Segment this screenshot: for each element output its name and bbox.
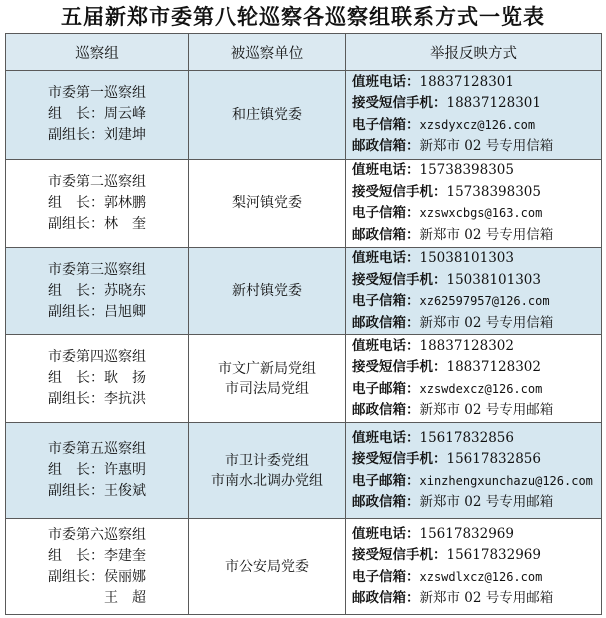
postal-box-line <box>352 225 601 247</box>
postal-box-line <box>352 313 601 335</box>
group-member: 组 长：周云峰 <box>48 106 146 123</box>
inspected-unit: 梨河镇党委 <box>232 195 302 212</box>
sms-phone-line <box>352 357 601 379</box>
group-member: 组 长：耿 扬 <box>48 370 146 387</box>
table-row <box>6 335 602 423</box>
group-name: 市委第六巡察组 <box>48 526 146 543</box>
duty-phone-line <box>352 336 601 358</box>
duty-phone-label: 值班电话： <box>352 73 420 90</box>
sms-phone-value: 15038101303 <box>446 271 541 288</box>
sms-phone-value: 18837128302 <box>446 359 541 376</box>
group-member: 副组长：李抗洪 <box>48 391 146 408</box>
contact-cell <box>346 423 602 519</box>
group-name: 市委第四巡察组 <box>48 349 146 366</box>
group-cell <box>6 71 189 160</box>
sms-phone-value: 15738398305 <box>446 183 541 200</box>
email-label: 电子邮箱： <box>352 380 420 397</box>
duty-phone-label: 值班电话： <box>352 162 420 179</box>
unit-cell <box>189 335 346 423</box>
table-row <box>6 71 602 160</box>
duty-phone-value: 18837128302 <box>419 337 514 354</box>
inspected-unit: 市司法局党组 <box>225 380 309 397</box>
duty-phone-value: 15738398305 <box>419 162 514 179</box>
unit-cell <box>189 423 346 519</box>
contact-cell <box>346 71 602 160</box>
sms-phone-value: 15617832969 <box>446 547 541 564</box>
group-member: 组 长：苏晓东 <box>48 282 146 299</box>
duty-phone-label: 值班电话： <box>352 429 420 446</box>
duty-phone-line <box>352 428 601 450</box>
group-name: 市委第五巡察组 <box>48 441 146 458</box>
group-member: 副组长：林 奎 <box>48 215 146 232</box>
email-value[interactable]: xzswxcbgs@163.com <box>419 206 543 221</box>
postal-box-label: 邮政信箱： <box>352 402 420 419</box>
email-line <box>352 203 601 225</box>
header-group: 巡察组 <box>6 34 189 71</box>
contact-table <box>5 33 602 615</box>
postal-box-label: 邮政信箱： <box>352 226 420 243</box>
sms-phone-label: 接受短信手机： <box>352 271 447 288</box>
contact-cell <box>346 159 602 247</box>
inspected-unit: 市文广新局党组 <box>218 360 316 377</box>
email-line <box>352 567 601 589</box>
table-row <box>6 247 602 335</box>
postal-box-line <box>352 136 601 158</box>
postal-box-label: 邮政信箱： <box>352 494 420 511</box>
group-member: 副组长：刘建坤 <box>48 127 146 144</box>
unit-cell <box>189 247 346 335</box>
group-cell <box>6 247 189 335</box>
contact-cell <box>346 247 602 335</box>
postal-box-label: 邮政信箱： <box>352 138 420 155</box>
header-row <box>6 34 602 71</box>
duty-phone-value: 15617832856 <box>419 429 514 446</box>
sms-phone-value: 18837128301 <box>446 95 541 112</box>
email-line <box>352 115 601 137</box>
sms-phone-label: 接受短信手机： <box>352 547 447 564</box>
postal-box-label: 邮政信箱： <box>352 314 420 331</box>
email-value[interactable]: xzsdyxcz@126.com <box>419 117 536 132</box>
inspected-unit: 市南水北调办党组 <box>211 472 323 489</box>
group-member: 副组长：王俊斌 <box>48 483 146 500</box>
sms-phone-value: 15617832856 <box>446 451 541 468</box>
group-member: 组 长：许惠明 <box>48 462 146 479</box>
group-member: 王 超 <box>48 589 146 606</box>
group-name: 市委第二巡察组 <box>48 173 146 190</box>
email-value[interactable]: xinzhengxunchazu@126.com <box>419 473 593 488</box>
sms-phone-label: 接受短信手机： <box>352 451 447 468</box>
table-body <box>6 71 602 615</box>
duty-phone-line <box>352 72 601 94</box>
postal-box-label: 邮政信箱： <box>352 590 420 607</box>
group-cell <box>6 159 189 247</box>
group-member: 组 长：李建奎 <box>48 547 146 564</box>
email-label: 电子信箱： <box>352 205 420 222</box>
duty-phone-label: 值班电话： <box>352 525 420 542</box>
email-label: 电子信箱： <box>352 568 420 585</box>
sms-phone-label: 接受短信手机： <box>352 183 447 200</box>
group-member: 副组长：侯丽娜 <box>48 568 146 585</box>
duty-phone-value: 15617832969 <box>419 525 514 542</box>
postal-box-value: 新郑市 02 号专用信箱 <box>419 226 554 243</box>
postal-box-value: 新郑市 02 号专用邮箱 <box>419 494 554 511</box>
group-cell <box>6 423 189 519</box>
group-cell <box>6 519 189 615</box>
unit-cell <box>189 71 346 160</box>
table-row <box>6 423 602 519</box>
sms-phone-line <box>352 182 601 204</box>
unit-cell <box>189 159 346 247</box>
duty-phone-line <box>352 160 601 182</box>
inspected-unit: 和庄镇党委 <box>232 106 302 123</box>
inspected-unit: 市公安局党委 <box>225 558 309 575</box>
email-label: 电子信箱： <box>352 116 420 133</box>
postal-box-value: 新郑市 02 号专用信箱 <box>419 138 554 155</box>
header-unit: 被巡察单位 <box>189 34 346 71</box>
email-value[interactable]: xzswdexcz@126.com <box>419 381 543 396</box>
email-line <box>352 471 601 493</box>
sms-phone-line <box>352 545 601 567</box>
group-member: 副组长：吕旭卿 <box>48 303 146 320</box>
contact-cell <box>346 335 602 423</box>
email-line <box>352 379 601 401</box>
duty-phone-label: 值班电话： <box>352 337 420 354</box>
contact-cell <box>346 519 602 615</box>
group-cell <box>6 335 189 423</box>
table-row <box>6 519 602 615</box>
sms-phone-line <box>352 449 601 471</box>
inspected-unit: 新村镇党委 <box>232 283 302 299</box>
group-name: 市委第一巡察组 <box>48 85 146 102</box>
table-row <box>6 159 602 247</box>
postal-box-value: 新郑市 02 号专用邮箱 <box>419 590 554 607</box>
group-member: 组 长：郭林鹏 <box>48 194 146 211</box>
postal-box-line <box>352 400 601 422</box>
inspected-unit: 市卫计委党组 <box>225 452 309 469</box>
sms-phone-line <box>352 93 601 115</box>
sms-phone-label: 接受短信手机： <box>352 95 447 112</box>
header-contact: 举报反映方式 <box>346 34 602 71</box>
duty-phone-label: 值班电话： <box>352 250 420 266</box>
sms-phone-line <box>352 270 601 292</box>
unit-cell <box>189 519 346 615</box>
email-label: 电子信箱： <box>352 293 420 309</box>
duty-phone-line <box>352 524 601 546</box>
postal-box-line <box>352 492 601 514</box>
email-value[interactable]: xzswdlxcz@126.com <box>419 569 543 584</box>
page-title: 五届新郑市委第八轮巡察各巡察组联系方式一览表 <box>61 4 545 29</box>
email-label: 电子邮箱： <box>352 472 420 489</box>
email-value[interactable]: xz62597957@126.com <box>419 294 550 308</box>
duty-phone-value: 18837128301 <box>419 73 514 90</box>
group-name: 市委第三巡察组 <box>48 261 146 278</box>
sms-phone-label: 接受短信手机： <box>352 359 447 376</box>
duty-phone-line <box>352 248 601 270</box>
postal-box-value: 新郑市 02 号专用邮箱 <box>419 402 554 419</box>
postal-box-line <box>352 588 601 610</box>
duty-phone-value: 15038101303 <box>419 250 514 266</box>
postal-box-value: 新郑市 02 号专用信箱 <box>419 314 554 331</box>
email-line <box>352 291 601 313</box>
